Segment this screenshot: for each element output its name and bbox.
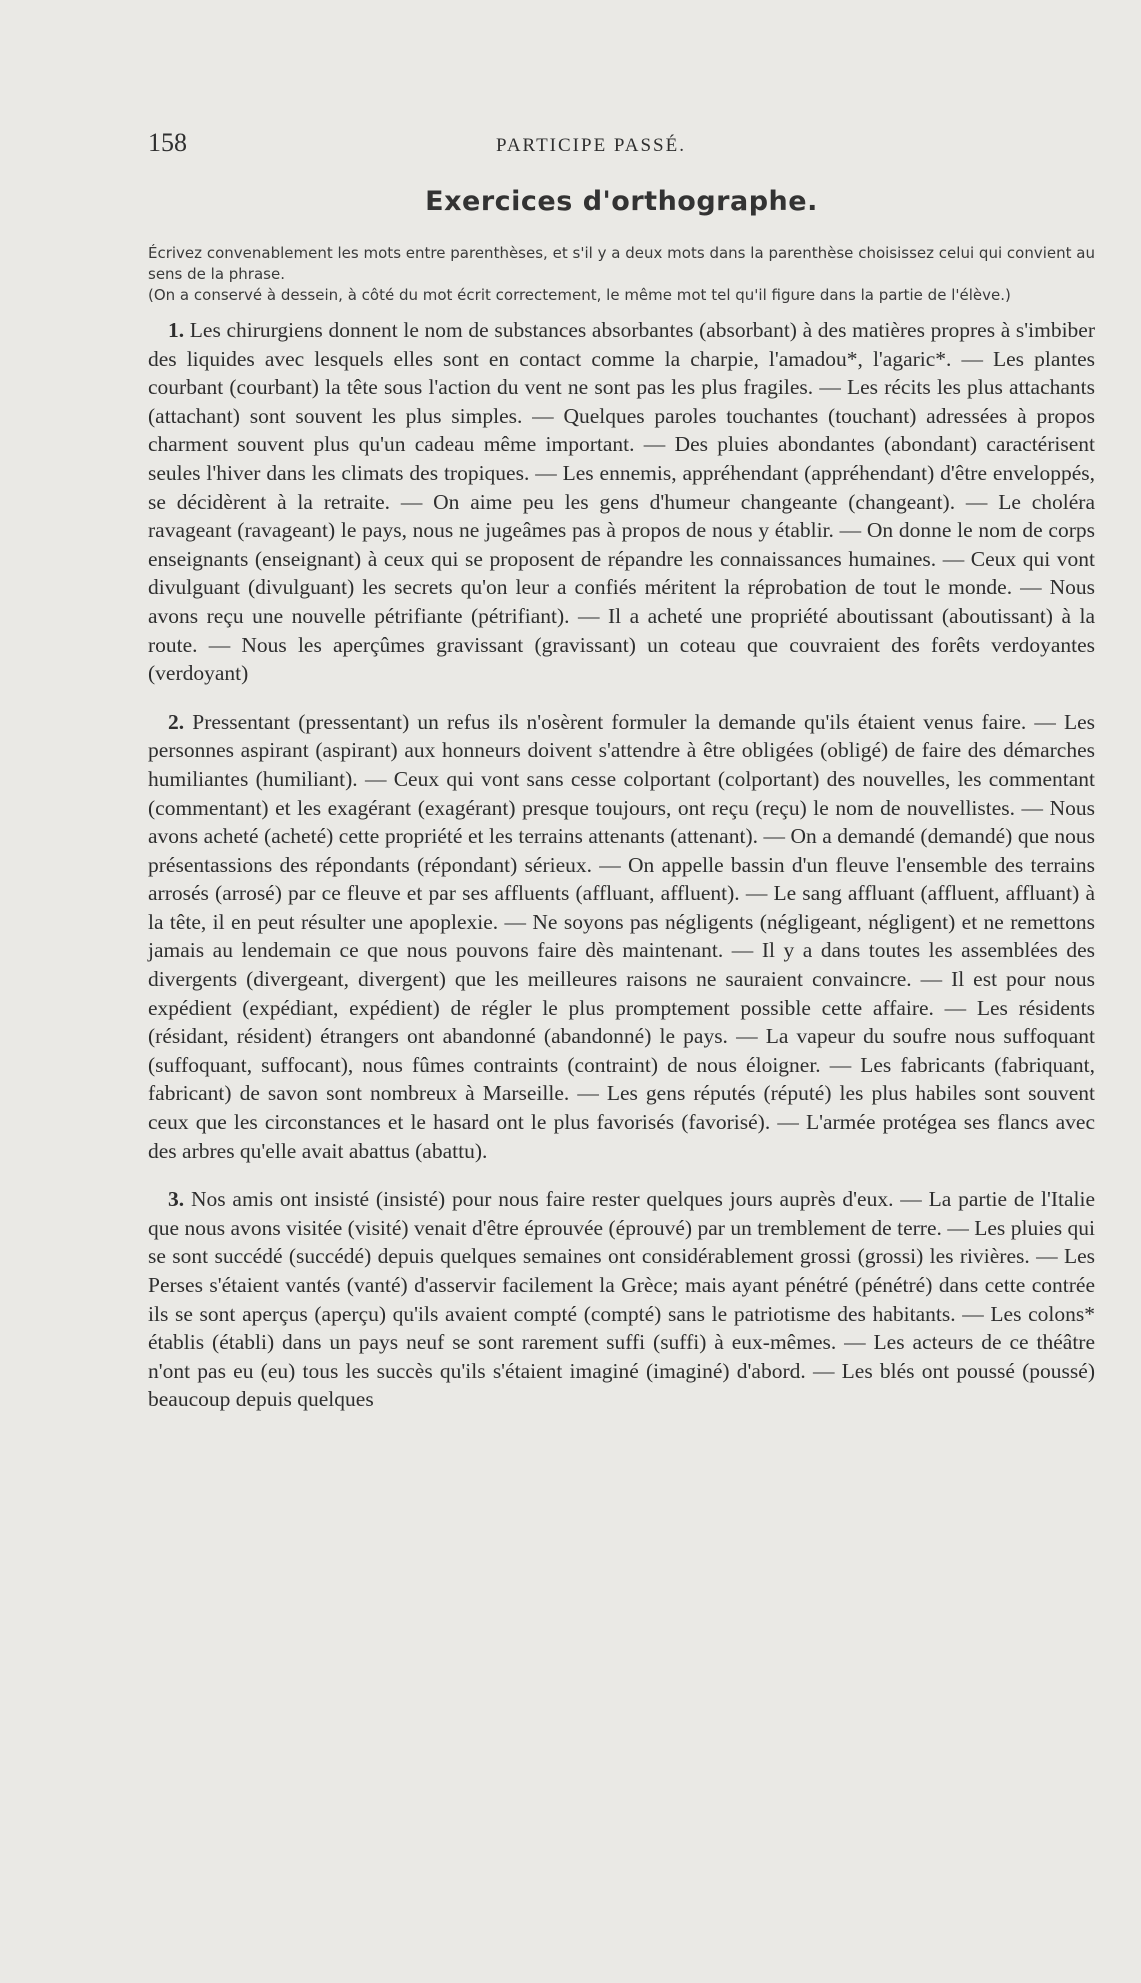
exercise-3	[148, 1185, 1095, 1414]
running-title: PARTICIPE PASSÉ.	[496, 135, 686, 156]
exercise-1	[148, 316, 1095, 688]
exercise-text: Nos amis ont insisté (insisté) pour nous faire rester quelques jours auprès d'eux. — La partie de l'Italie que nous avons visitée (visité) venait d'être éprouvée (éprouvé) par un tremblement de terre. — Les pluies qui se sont succédé (succédé) depuis quelques semaines ont considérablement grossi (grossi) les rivières. — Les Perses s'étaient vantés (vanté) d'asservir facilement la Grèce; mais ayant pénétré (pénétré) dans cette contrée ils se sont aperçus (aperçu) qu'ils avaient compté (compté) sans le patriotisme des habitants. — Les colons* établis (établi) dans un pays neuf se sont rarement suffi (suffi) à eux-mêmes. — Les acteurs de ce théâtre n'ont pas eu (eu) tous les succès qu'ils s'étaient imaginé (imaginé) d'abord. — Les blés ont poussé (poussé) beaucoup depuis quelques	[148, 1187, 1096, 1412]
exercise-text: Pressentant (pressentant) un refus ils n'osèrent formuler la demande qu'ils étaient venus faire. — Les personnes aspirant (aspirant) aux honneurs doivent s'attendre à être obligées (obligé) de faire des démarches humiliantes (humiliant). — Ceux qui vont sans cesse colportant (colportant) des nouvelles, les commentant (commentant) et les exagérant (exagérant) presque toujours, ont reçu (reçu) le nom de nouvellistes. — Nous avons acheté (acheté) cette propriété et les terrains attenants (attenant). — On a demandé (demandé) que nous présentassions des répondants (répondant) sérieux. — On appelle bassin d'un fleuve l'ensemble des terrains arrosés (arrosé) par ce fleuve et par ses affluents (affluant, affluent). — Le sang affluant (affluent, affluant) à la tête, il en peut résulter une apoplexie. — Ne soyons pas négligents (négligeant, négligent) et ne remettons jamais au lendemain ce que nous pouvons faire dès maintenant. — Il y a dans toutes les assemblées des divergents (divergeant, divergent) que les meilleures raisons ne sauraient convaincre. — Il est pour nous expédient (expédiant, expédient) de régler le plus promptement possible cette affaire. — Les résidents (résidant, résident) étrangers ont abandonné (abandonné) le pays. — La vapeur du soufre nous suffoquant (suffoquant, suffocant), nous fûmes contraints (contraint) de nous éloigner. — Les fabricants (fabriquant, fabricant) de savon sont nombreux à Marseille. — Les gens réputés (réputé) les plus habiles sont souvent ceux que les circonstances et le hasard ont le plus favorisés (favorisé). — L'armée protégea ses flancs avec des arbres qu'elle avait abattus (abattu).	[148, 709, 1095, 1163]
instruction-note: (On a conservé à dessein, à côté du mot écrit correctement, le même mot tel qu'il figure dans la partie de l'élève.)	[148, 286, 1011, 304]
exercise-list	[148, 316, 1095, 1414]
section-title: Exercices d'orthographe.	[425, 186, 818, 217]
exercise-number: 2.	[168, 709, 185, 734]
exercise-number: 3.	[168, 1187, 185, 1212]
exercise-number: 1.	[168, 318, 185, 342]
exercise-text: Les chirurgiens donnent le nom de substances absorbantes (absorbant) à des matières propres à s'imbiber des liquides avec lesquels elles sont en contact comme la charpie, l'amadou*, l'agaric*. — Les plantes courbant (courbant) la tête sous l'action du vent ne sont pas les plus fragiles. — Les récits les plus attachants (attachant) sont souvent les plus simples. — Quelques paroles touchantes (touchant) adressées à propos charment souvent plus qu'un cadeau même important. — Des pluies abondantes (abondant) caractérisent seules l'hiver dans les climats des tropiques. — Les ennemis, appréhendant (appréhendant) d'être enveloppés, se décidèrent à la retraite. — On aime peu les gens d'humeur changeante (changeant). — Le choléra ravageant (ravageant) le pays, nous ne jugeâmes pas à propos de nous y établir. — On donne le nom de corps enseignants (enseignant) à ceux qui se proposent de répandre les connaissances humaines. — Ceux qui vont divulguant (divulguant) les secrets qu'on leur a confiés méritent la réprobation de tout le monde. — Nous avons reçu une nouvelle pétrifiante (pétrifiant). — Il a acheté une propriété aboutissant (aboutissant) à la route. — Nous les aperçûmes gravissant (gravissant) un coteau que couvraient des forêts verdoyantes (verdoyant)	[148, 318, 1096, 686]
instructions	[148, 243, 1095, 306]
page-header	[148, 128, 1095, 168]
exercise-2	[148, 708, 1095, 1166]
page-number: 158	[148, 128, 187, 157]
instruction-line: Écrivez convenablement les mots entre parenthèses, et s'il y a deux mots dans la parenthèse choisissez celui qui convient au sens de la phrase.	[148, 244, 1095, 283]
